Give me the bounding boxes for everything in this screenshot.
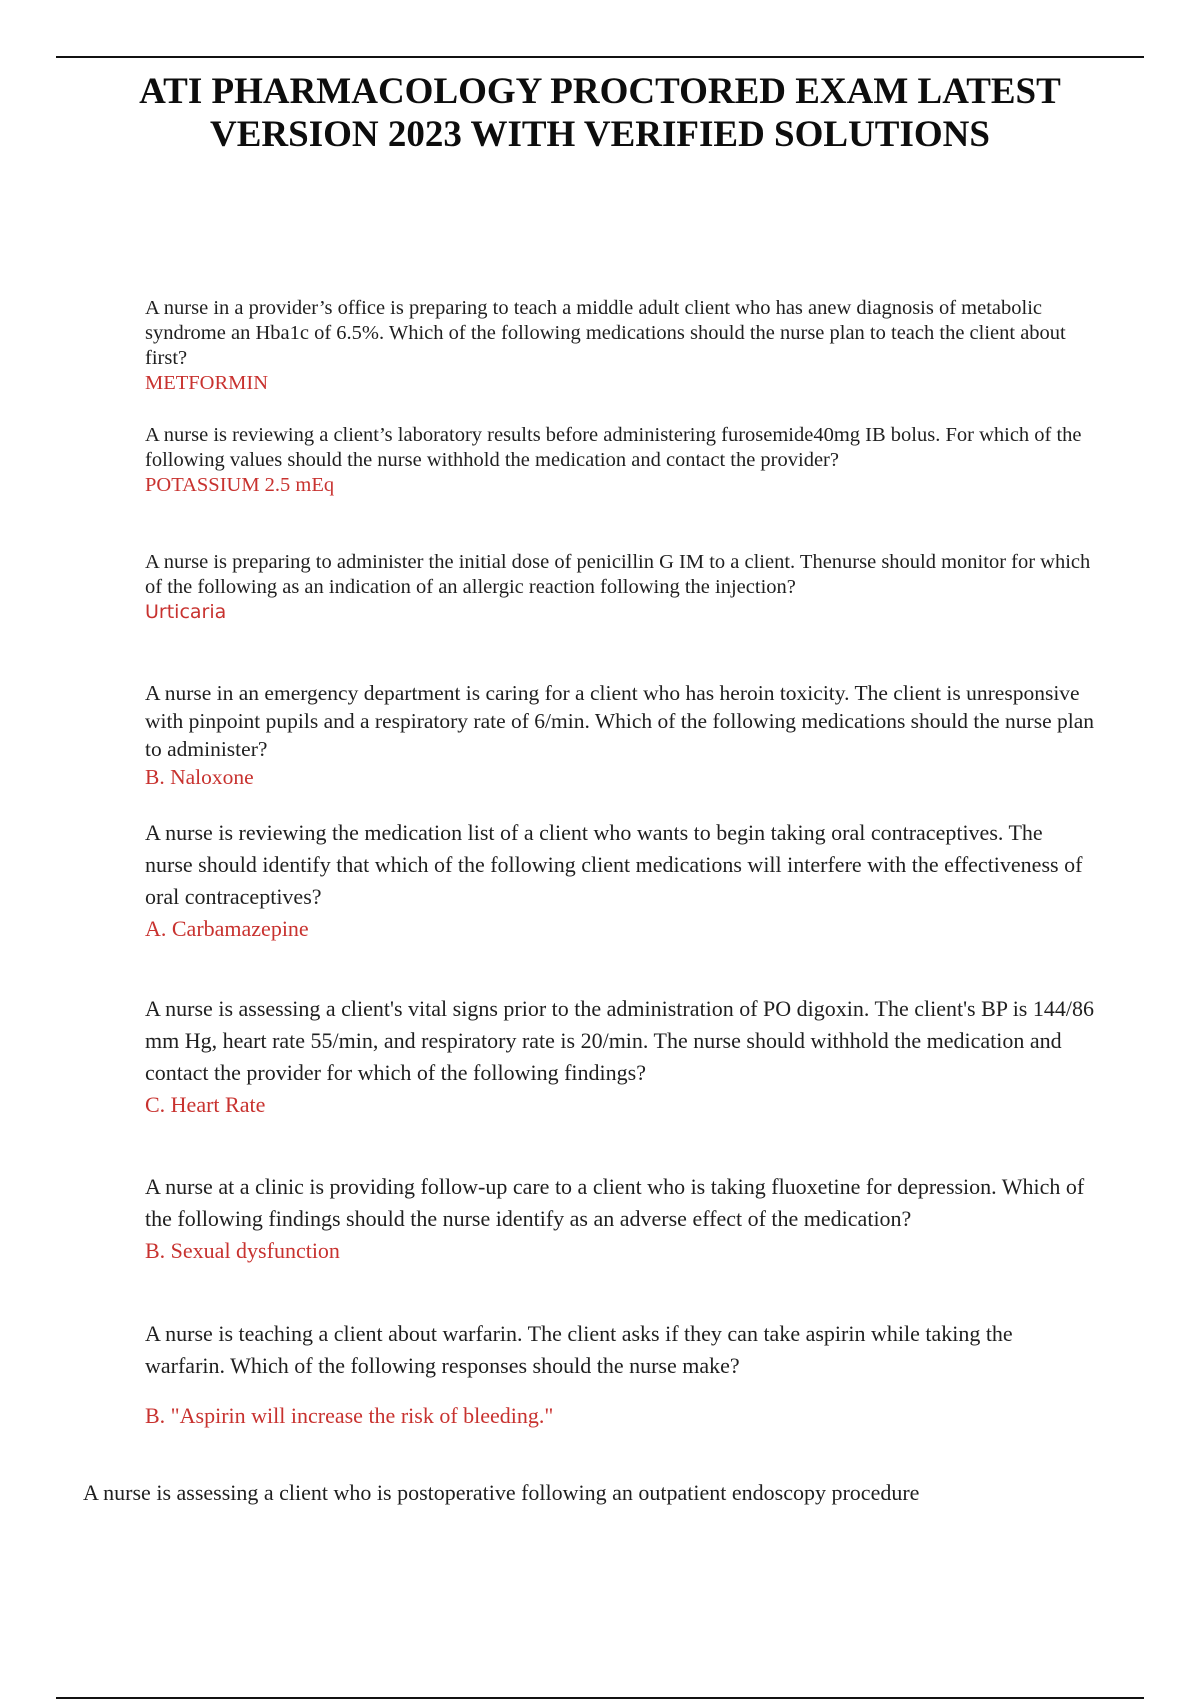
question-text: A nurse is assessing a client's vital signs prior to the administration of PO digoxin. The client's BP is 144/86 mm Hg, heart rate 55/min, and respiratory rate is 20/min. The nurse should withhold the medication and contact the provider for which of the following findings? [145,996,1094,1085]
question-text: A nurse is preparing to administer the initial dose of penicillin G IM to a client. Thenurse should monitor for which of the following as an indication of an allergic reaction following the injection? [145,551,1091,598]
answer-text: METFORMIN [145,372,269,394]
question-text: A nurse at a clinic is providing follow-up care to a client who is taking fluoxetine for depression. Which of the following findings should the nurse identify as an adverse effect of the medication? [145,1174,1085,1231]
question-block-1 [145,296,1095,396]
question-block-8 [145,1318,1095,1432]
answer-text: B. "Aspirin will increase the risk of bleeding." [145,1403,554,1428]
question-text: A nurse is reviewing a client’s laboratory results before administering furosemide40mg IB bolus. For which of the following values should the nurse withhold the medication and contact the provider? [145,424,1082,471]
question-text: A nurse in a provider’s office is preparing to teach a middle adult client who has anew diagnosis of metabolic syndrome an Hba1c of 6.5%. Which of the following medications should the nurse plan to teach the client about first? [145,297,1066,369]
answer-text: POTASSIUM 2.5 mEq [145,474,335,496]
document-title [56,70,1144,156]
answer-text: B. Sexual dysfunction [145,1238,340,1263]
question-block-6 [145,993,1095,1121]
question-block-3 [145,550,1095,625]
answer-text: C. Heart Rate [145,1092,266,1117]
answer-text: B. Naloxone [145,765,254,789]
question-block-7 [145,1171,1095,1267]
question-block-2 [145,423,1095,498]
bottom-rule [56,1697,1144,1699]
question-block-4 [145,679,1095,791]
title-line-2: VERSION 2023 WITH VERIFIED SOLUTIONS [210,114,990,155]
top-rule [56,56,1144,58]
question-text: A nurse is reviewing the medication list of a client who wants to begin taking oral contraceptives. The nurse should identify that which of the following client medications will interfere with the effectiveness of oral contraceptives? [145,820,1083,909]
question-block-5 [145,817,1095,945]
trailing-question-text: A nurse is assessing a client who is postoperative following an outpatient endoscopy procedure [83,1480,920,1505]
title-line-1: ATI PHARMACOLOGY PROCTORED EXAM LATEST [139,71,1061,112]
answer-text: Urticaria [145,601,227,623]
question-text: A nurse in an emergency department is caring for a client who has heroin toxicity. The client is unresponsive with pinpoint pupils and a respiratory rate of 6/min. Which of the following medications should the nurse plan to administer? [145,681,1095,761]
answer-text: A. Carbamazepine [145,916,309,941]
question-text: A nurse is teaching a client about warfarin. The client asks if they can take aspirin while taking the warfarin. Which of the following responses should the nurse make? [145,1321,1013,1378]
